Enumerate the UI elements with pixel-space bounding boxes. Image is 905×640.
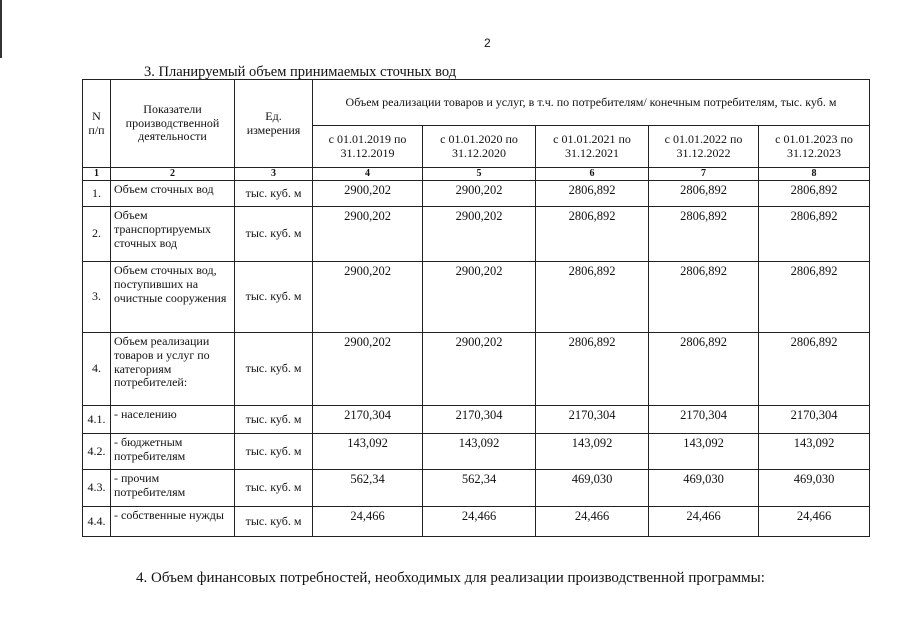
row-index: 2.: [83, 207, 111, 262]
row-value: 562,34: [423, 470, 536, 507]
row-value: 24,466: [423, 507, 536, 537]
header-period: с 01.01.2019 по 31.12.2019: [313, 126, 423, 168]
column-number: 5: [423, 168, 536, 181]
table-row: [83, 333, 870, 406]
row-index: 4.2.: [83, 434, 111, 470]
row-value: 24,466: [759, 507, 870, 537]
section-3-heading: 3. Планируемый объем принимаемых сточных вод: [144, 64, 457, 80]
column-number: 6: [536, 168, 649, 181]
column-number: 8: [759, 168, 870, 181]
column-number: 3: [235, 168, 313, 181]
header-unit: Ед. измерения: [235, 80, 313, 168]
column-number: 7: [649, 168, 759, 181]
header-period: с 01.01.2020 по 31.12.2020: [423, 126, 536, 168]
table-row: [83, 262, 870, 333]
row-value: 2900,202: [423, 262, 536, 333]
row-indicator: Объем транспортируемых сточных вод: [111, 207, 235, 262]
table-row: [83, 470, 870, 507]
row-index: 4.: [83, 333, 111, 406]
row-value: 2806,892: [759, 207, 870, 262]
column-number-row: [83, 168, 870, 181]
wastewater-volume-table: [82, 79, 870, 537]
row-value: 2806,892: [759, 333, 870, 406]
row-value: 2170,304: [649, 406, 759, 434]
header-indicator: Показатели производственной деятельности: [111, 80, 235, 168]
page-number: 2: [484, 36, 491, 50]
row-value: 2806,892: [649, 207, 759, 262]
row-value: 469,030: [649, 470, 759, 507]
row-value: 2900,202: [423, 207, 536, 262]
row-indicator: - прочим потребителям: [111, 470, 235, 507]
header-period: с 01.01.2022 по 31.12.2022: [649, 126, 759, 168]
row-value: 2806,892: [649, 181, 759, 207]
row-unit: тыс. куб. м: [235, 207, 313, 262]
row-value: 143,092: [536, 434, 649, 470]
row-value: 2900,202: [423, 181, 536, 207]
table-row: [83, 207, 870, 262]
header-period: с 01.01.2021 по 31.12.2021: [536, 126, 649, 168]
column-number: 2: [111, 168, 235, 181]
row-value: 24,466: [313, 507, 423, 537]
row-unit: тыс. куб. м: [235, 434, 313, 470]
row-value: 2806,892: [536, 181, 649, 207]
header-period: с 01.01.2023 по 31.12.2023: [759, 126, 870, 168]
row-value: 2900,202: [313, 333, 423, 406]
row-value: 2170,304: [313, 406, 423, 434]
row-indicator: Объем сточных вод, поступивших на очистные сооружения: [111, 262, 235, 333]
row-value: 2806,892: [649, 262, 759, 333]
row-index: 3.: [83, 262, 111, 333]
row-value: 24,466: [536, 507, 649, 537]
row-index: 1.: [83, 181, 111, 207]
row-value: 2900,202: [313, 181, 423, 207]
row-value: 143,092: [759, 434, 870, 470]
row-indicator: - населению: [111, 406, 235, 434]
scan-edge-line: [0, 0, 2, 58]
column-number: 1: [83, 168, 111, 181]
row-value: 143,092: [423, 434, 536, 470]
table-row: [83, 434, 870, 470]
row-value: 2806,892: [649, 333, 759, 406]
row-unit: тыс. куб. м: [235, 507, 313, 537]
row-unit: тыс. куб. м: [235, 262, 313, 333]
row-value: 2806,892: [536, 333, 649, 406]
row-unit: тыс. куб. м: [235, 333, 313, 406]
row-value: 2170,304: [536, 406, 649, 434]
table-row: [83, 406, 870, 434]
table-row: [83, 507, 870, 537]
row-unit: тыс. куб. м: [235, 181, 313, 207]
row-value: 143,092: [649, 434, 759, 470]
row-indicator: - бюджетным потребителям: [111, 434, 235, 470]
row-unit: тыс. куб. м: [235, 470, 313, 507]
row-value: 143,092: [313, 434, 423, 470]
row-value: 2806,892: [759, 181, 870, 207]
row-value: 469,030: [759, 470, 870, 507]
row-value: 2806,892: [536, 262, 649, 333]
row-unit: тыс. куб. м: [235, 406, 313, 434]
row-value: 2806,892: [759, 262, 870, 333]
row-indicator: Объем реализации товаров и услуг по категориям потребителей:: [111, 333, 235, 406]
row-index: 4.3.: [83, 470, 111, 507]
row-indicator: - собственные нужды: [111, 507, 235, 537]
table-row: [83, 181, 870, 207]
row-value: 2900,202: [313, 207, 423, 262]
row-value: 2170,304: [423, 406, 536, 434]
row-value: 2170,304: [759, 406, 870, 434]
row-value: 24,466: [649, 507, 759, 537]
row-value: 2900,202: [423, 333, 536, 406]
header-index: N п/п: [83, 80, 111, 168]
row-value: 2806,892: [536, 207, 649, 262]
section-4-heading: 4. Объем финансовых потребностей, необходимых для реализации производственной программы:: [136, 570, 765, 586]
row-value: 562,34: [313, 470, 423, 507]
row-index: 4.1.: [83, 406, 111, 434]
column-number: 4: [313, 168, 423, 181]
header-volume: Объем реализации товаров и услуг, в т.ч. по потребителям/ конечным потребителям, тыс. куб. м: [313, 80, 870, 126]
row-index: 4.4.: [83, 507, 111, 537]
row-value: 2900,202: [313, 262, 423, 333]
row-value: 469,030: [536, 470, 649, 507]
row-indicator: Объем сточных вод: [111, 181, 235, 207]
